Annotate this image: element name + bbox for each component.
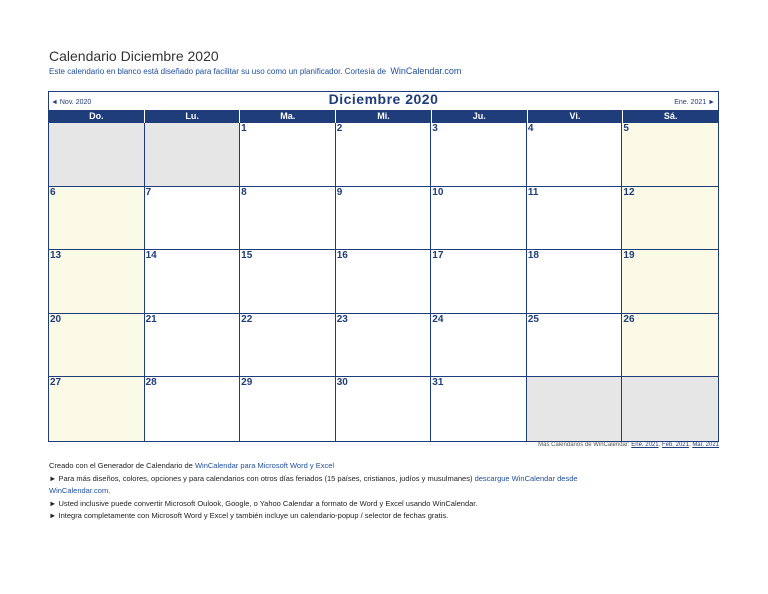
footer-text: ► Integra completamente con Microsoft Word y Excel y también incluye un calendario-popup / selector de fechas gratis. [49, 511, 449, 520]
empty-day-cell [49, 123, 145, 187]
day-number: 25 [527, 313, 539, 325]
page-subtitle [49, 66, 461, 76]
footer-link[interactable]: descargue WinCalendar desde [474, 473, 578, 483]
weekday-label: Mi. [336, 110, 432, 123]
day-number: 15 [241, 250, 253, 262]
day-number: 4 [527, 123, 534, 134]
day-cell[interactable] [527, 123, 623, 187]
footer-line [49, 498, 578, 511]
brand-link[interactable]: WinCalendar.com [390, 66, 462, 76]
day-number: 21 [145, 313, 157, 325]
day-cell[interactable] [431, 314, 527, 378]
weekday-label: Sá. [663, 111, 678, 121]
weekday-header [49, 110, 718, 123]
weekday-label: Do. [49, 110, 145, 123]
day-cell[interactable] [145, 250, 241, 314]
day-number: 24 [432, 313, 444, 325]
day-cell[interactable] [527, 250, 623, 314]
empty-day-cell [527, 377, 623, 441]
day-number: 11 [527, 186, 539, 198]
day-number: 8 [241, 186, 247, 198]
day-cell[interactable] [49, 250, 145, 314]
day-number: 9 [336, 186, 343, 198]
day-cell[interactable] [49, 314, 145, 378]
day-cell[interactable] [336, 377, 432, 441]
more-calendar-link[interactable]: Ene. 2021 [631, 442, 659, 448]
day-cell[interactable] [336, 123, 432, 187]
calendar [48, 91, 719, 442]
day-number: 19 [623, 250, 635, 262]
footer-notes [49, 460, 578, 523]
day-cell[interactable] [240, 314, 336, 378]
next-month-link[interactable]: Ene. 2021 ► [674, 99, 715, 106]
footer-line [49, 485, 578, 498]
weekday-label: Ju. [432, 110, 528, 123]
day-cell[interactable] [622, 250, 718, 314]
day-number: 17 [432, 250, 444, 262]
day-number: 14 [145, 250, 157, 262]
day-cell[interactable] [145, 377, 241, 441]
day-number: 5 [623, 123, 629, 134]
more-calendars: Más Calendarios de WinCalendar: Ene. 2021, Feb. 2021, Mar. 2021 [538, 442, 719, 448]
day-cell[interactable] [527, 187, 623, 251]
weekday-label: Vi. [528, 110, 624, 123]
month-title: Diciembre 2020 [328, 91, 439, 107]
day-number: 10 [432, 186, 444, 198]
footer-line [49, 510, 578, 523]
calendar-header [49, 92, 718, 110]
day-number: 23 [336, 313, 348, 325]
subtitle-text: Este calendario en blanco está diseñado para facilitar su uso como un planificador. Cortesía de [49, 67, 387, 76]
day-cell[interactable] [431, 377, 527, 441]
day-cell[interactable] [527, 314, 623, 378]
day-number: 1 [241, 123, 247, 134]
day-cell[interactable] [336, 187, 432, 251]
day-cell[interactable] [336, 250, 432, 314]
day-number: 29 [241, 377, 253, 389]
day-cell[interactable] [622, 314, 718, 378]
day-number: 13 [50, 250, 62, 262]
footer-text: ► Para más diseños, colores, opciones y para calendarios con otros días feriados (15 países, cristianos, judíos y musulmanes) [49, 473, 473, 483]
day-cell[interactable] [49, 377, 145, 441]
more-calendar-link[interactable]: Feb. 2021 [661, 442, 689, 448]
day-cell[interactable] [431, 123, 527, 187]
day-number: 31 [432, 377, 444, 389]
day-number: 27 [50, 377, 62, 389]
empty-day-cell [622, 377, 718, 441]
day-number: 30 [336, 377, 348, 389]
day-number: 28 [145, 377, 157, 389]
footer-line [49, 460, 578, 473]
footer-text: ► Usted inclusive puede convertir Microsoft Oulook, Google, o Yahoo Calendar a formato de Word y Excel usando WinCalendar. [49, 498, 478, 508]
day-cell[interactable] [622, 123, 718, 187]
day-number: 6 [50, 186, 56, 198]
day-cell[interactable] [622, 187, 718, 251]
footer-line [49, 473, 578, 486]
day-cell[interactable] [431, 250, 527, 314]
footer-link[interactable]: WinCalendar.com. [49, 486, 111, 495]
day-cell[interactable] [240, 123, 336, 187]
more-calendar-link[interactable]: Mar. 2021 [692, 442, 719, 448]
day-number: 3 [432, 123, 438, 134]
day-number: 12 [623, 186, 635, 198]
day-number: 22 [241, 313, 253, 325]
day-cell[interactable] [240, 187, 336, 251]
day-cell[interactable] [145, 187, 241, 251]
day-number: 26 [623, 313, 635, 325]
more-calendars-label: Más Calendarios de WinCalendar: [538, 442, 630, 448]
day-grid [49, 123, 718, 441]
day-cell[interactable] [145, 314, 241, 378]
weekday-label: Ma. [240, 110, 336, 123]
day-cell[interactable] [431, 187, 527, 251]
footer-text: Creado con el Generador de Calendario de [49, 461, 193, 470]
footer-link[interactable]: WinCalendar para Microsoft Word y Excel [194, 461, 335, 470]
day-number: 16 [336, 250, 348, 262]
page-title: Calendario Diciembre 2020 [49, 48, 219, 64]
weekday-label: Lu. [145, 110, 241, 123]
day-number: 2 [336, 123, 343, 134]
day-cell[interactable] [240, 377, 336, 441]
day-number: 18 [527, 250, 539, 262]
day-cell[interactable] [240, 250, 336, 314]
day-cell[interactable] [49, 187, 145, 251]
empty-day-cell [145, 123, 241, 187]
prev-month-link[interactable]: ◄ Nov. 2020 [51, 99, 92, 106]
day-cell[interactable] [336, 314, 432, 378]
day-number: 7 [145, 186, 152, 198]
day-number: 20 [50, 313, 62, 325]
